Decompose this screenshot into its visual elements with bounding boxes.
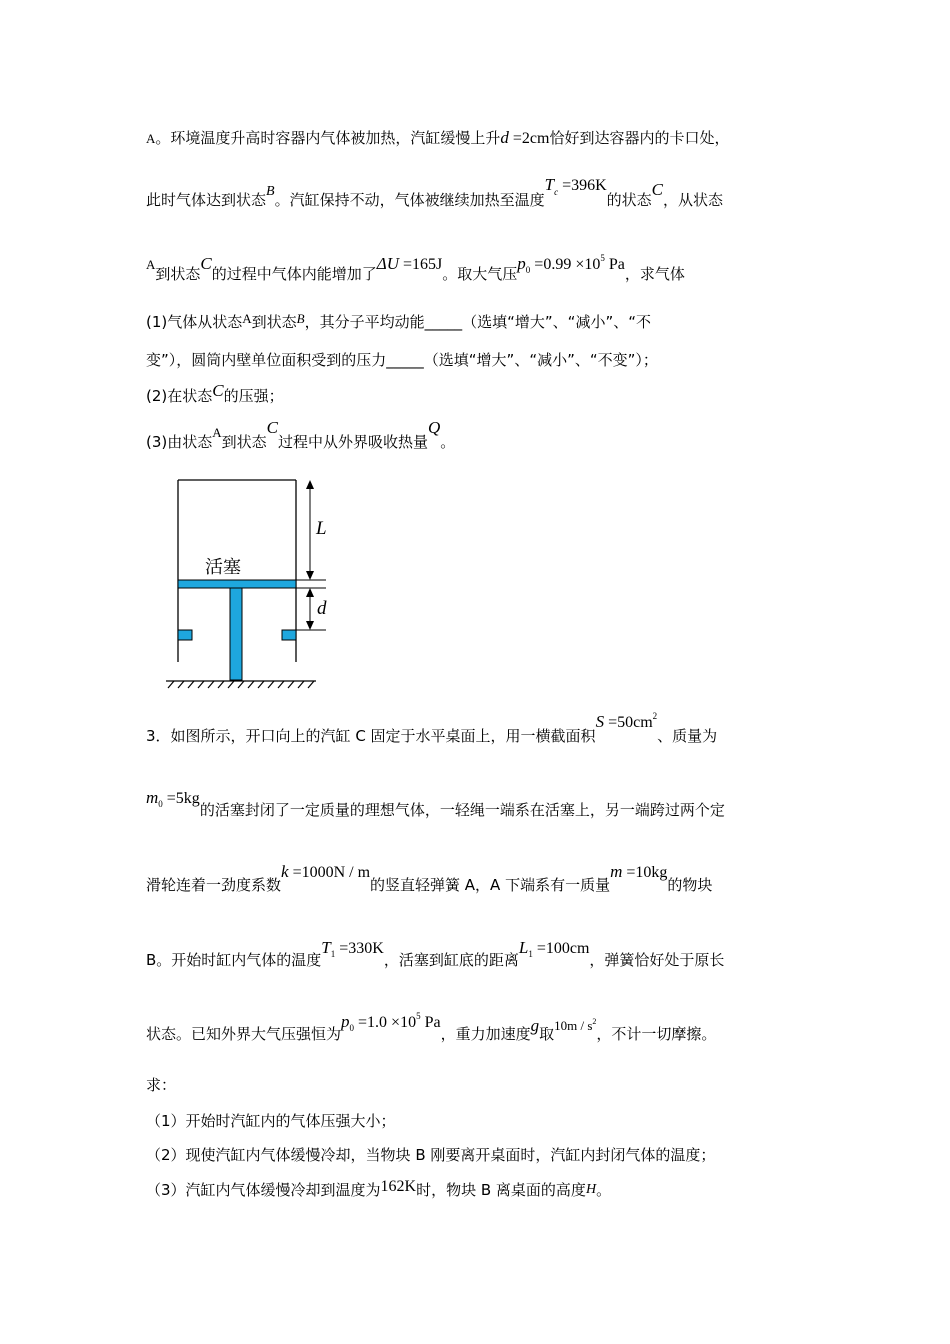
ground — [166, 681, 316, 688]
answer-blank[interactable]: _____ — [386, 351, 424, 369]
state-b: B — [296, 311, 305, 326]
var-p0: p — [341, 1012, 350, 1031]
text-line-3 — [146, 253, 685, 286]
text: （选填“增大”、“减小”、“不变”）； — [423, 351, 658, 369]
var-h: H — [585, 1182, 597, 1197]
left-stop — [178, 630, 192, 640]
text: ，重力加速度 — [440, 1025, 531, 1043]
text: 此时气体达到状态 — [146, 191, 267, 209]
var-g: g — [530, 1016, 540, 1035]
text: （3）汽缸内气体缓慢冷却到温度为 — [146, 1181, 381, 1199]
var-m: m — [610, 862, 623, 881]
length-l-label: L — [316, 518, 327, 539]
value-p0: =1.0 ×10 — [354, 1014, 417, 1031]
value-tc: =396K — [558, 177, 607, 194]
text-line-1 — [146, 128, 730, 149]
state-a: A — [146, 131, 156, 146]
right-stop — [282, 630, 296, 640]
value-s: =50cm — [604, 714, 653, 731]
unit-pa: Pa — [420, 1014, 441, 1031]
text: 。汽缸保持不动，气体被继续加热至温度 — [274, 191, 545, 209]
text: 取 — [539, 1025, 555, 1043]
problem-3-line-1 — [146, 711, 718, 748]
value-m: =10kg — [622, 864, 668, 881]
ask-label: 求： — [146, 1076, 177, 1094]
text: B。开始时缸内气体的温度 — [146, 951, 322, 969]
question-1-line-a — [146, 312, 651, 333]
text: 到状态 — [251, 313, 297, 331]
state-a: A — [242, 311, 252, 326]
text: ，弹簧恰好处于原长 — [589, 951, 725, 969]
text: 的状态 — [606, 191, 652, 209]
text: (2)在状态 — [146, 387, 213, 405]
question-3 — [146, 418, 456, 453]
var-s: S — [595, 712, 605, 731]
sub-1: 1 — [330, 949, 336, 959]
problem-3-line-3 — [146, 862, 713, 896]
text-line-2 — [146, 175, 724, 212]
sub-0: 0 — [349, 1023, 355, 1033]
text: 。取大气压 — [442, 265, 518, 283]
problem-3-line-2 — [146, 788, 725, 822]
text: 到状态 — [155, 265, 201, 283]
var-l1: L — [518, 938, 529, 957]
value-temp: 162K — [380, 1178, 417, 1195]
sub-0: 0 — [525, 265, 531, 275]
text: 的活塞封闭了一定质量的理想气体，一轻绳一端系在活塞上，另一端跨过两个定 — [199, 801, 725, 819]
var-t1: T — [321, 938, 331, 957]
value-d: =2cm — [508, 130, 550, 147]
value-g: 10m / s — [554, 1018, 593, 1033]
cylinder-piston-figure — [160, 476, 325, 691]
piston-rod — [230, 588, 242, 680]
text: 到状态 — [221, 433, 267, 451]
text: 的压强； — [223, 387, 284, 405]
text: 状态。已知外界大气压强恒为 — [146, 1025, 342, 1043]
sub-0: 0 — [158, 799, 163, 809]
answer-blank[interactable]: _____ — [424, 313, 463, 331]
text: 的过程中气体内能增加了 — [211, 265, 377, 283]
text: 。环境温度升高时容器内气体被加热，汽缸缓慢上升 — [155, 129, 501, 147]
problem-3-question-2: （2）现使汽缸内气体缓慢冷却，当物块 B 刚要离开桌面时，汽缸内封闭气体的温度； — [146, 1146, 716, 1164]
sup-2: 2 — [592, 1017, 597, 1026]
question-1-line-b — [146, 350, 658, 370]
sup-5: 5 — [416, 1011, 421, 1021]
text: 3．如图所示，开口向上的汽缸 C 固定于水平桌面上，用一横截面积 — [146, 727, 596, 745]
state-c: C — [651, 180, 663, 199]
value-t1: =330K — [335, 940, 384, 957]
var-k: k — [281, 862, 289, 881]
text: 变”），圆筒内壁单位面积受到的压力 — [146, 351, 387, 369]
unit-pa: Pa — [604, 256, 625, 273]
state-a: A — [212, 425, 222, 440]
value-l1: =100cm — [532, 940, 590, 957]
var-t: T — [544, 175, 555, 194]
text: ，活塞到缸底的距离 — [383, 951, 519, 969]
text: ，求气体 — [624, 265, 685, 283]
var-d: d — [500, 128, 509, 147]
text: （选填“增大”、“减小”、“不 — [462, 313, 651, 331]
text: 。 — [596, 1181, 612, 1199]
question-2 — [146, 381, 284, 406]
var-m0: m — [146, 788, 159, 807]
text: 的物块 — [667, 876, 713, 894]
value-du: =165J — [399, 256, 443, 273]
text: 时，物块 B 离桌面的高度 — [416, 1181, 586, 1199]
text: 。 — [440, 433, 456, 451]
piston-plate — [178, 580, 296, 588]
state-b: B — [266, 184, 275, 199]
text: ，从状态 — [663, 191, 724, 209]
var-du: ΔU — [376, 254, 400, 273]
var-q: Q — [428, 418, 441, 437]
sub-c: c — [554, 187, 559, 197]
problem-3-question-3 — [146, 1180, 611, 1202]
state-c: C — [200, 254, 212, 273]
text: ，其分子平均动能 — [304, 313, 425, 331]
text: ，不计一切摩擦。 — [596, 1025, 717, 1043]
problem-3-line-4 — [146, 938, 725, 972]
text: 滑轮连着一劲度系数 — [146, 876, 282, 894]
piston-label: 活塞 — [205, 557, 241, 578]
state-c: C — [266, 418, 278, 437]
distance-d-label: d — [317, 598, 327, 619]
sub-1: 1 — [528, 949, 533, 959]
sup-2: 2 — [652, 711, 658, 721]
problem-3-question-1: （1）开始时汽缸内的气体压强大小； — [146, 1112, 396, 1130]
text: (1)气体从状态 — [146, 313, 243, 331]
state-a: A — [146, 257, 156, 272]
var-p: p — [517, 254, 526, 273]
sup-5: 5 — [600, 253, 605, 263]
text: 、质量为 — [657, 727, 718, 745]
text: (3)由状态 — [146, 433, 213, 451]
value-p: =0.99 ×10 — [530, 256, 601, 273]
text: 恰好到达容器内的卡口处， — [549, 129, 730, 147]
value-k: =1000N / m — [288, 864, 371, 881]
text: 过程中从外界吸收热量 — [278, 433, 429, 451]
text: 的竖直轻弹簧 A，A 下端系有一质量 — [370, 876, 611, 894]
value-m0: =5kg — [162, 790, 200, 807]
state-c: C — [212, 381, 224, 400]
